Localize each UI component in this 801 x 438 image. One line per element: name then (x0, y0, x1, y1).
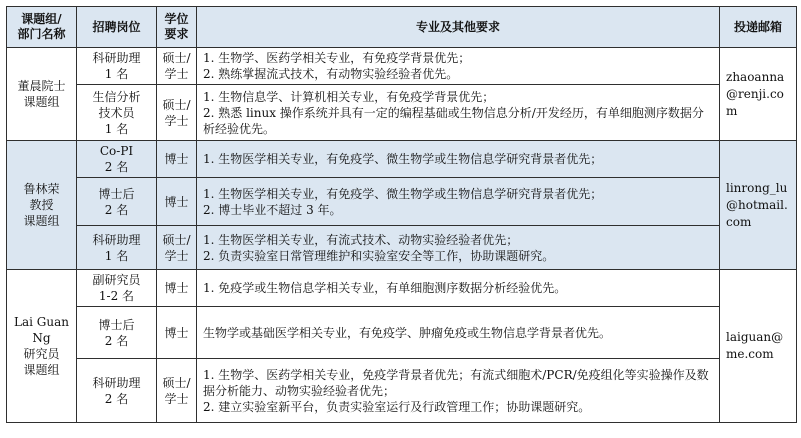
group-name-line: 教授 (29, 198, 54, 212)
degree-line: 学士 (164, 113, 189, 128)
header-degree-line: 学位 (164, 12, 189, 26)
degree-line: 博士 (164, 152, 189, 166)
requirement-item: 2. 负责实验室日常管理维护和实验室安全等工作，协助课题研究。 (203, 248, 555, 263)
position-line: 副研究员 (92, 273, 141, 287)
header-degree (157, 7, 197, 48)
header-position: 招聘岗位 (77, 7, 157, 48)
position-cell (77, 270, 157, 307)
group-name-cell (7, 48, 77, 141)
position-cell (77, 359, 157, 423)
degree-cell (157, 226, 197, 270)
requirement-item: 1. 生物医学相关专业，有免疫学、微生物学或生物信息学研究背景者优先； (203, 152, 603, 166)
degree-line: 硕士/ (162, 51, 191, 65)
position-cell (77, 226, 157, 270)
requirement-item: 2. 熟悉 linux 操作系统并具有一定的编程基础或生物信息分析/开发经历，有单细胞测序数据分析经验优先。 (203, 105, 704, 136)
table-header-row (7, 7, 797, 48)
position-cell (77, 178, 157, 226)
header-email: 投递邮箱 (720, 7, 797, 48)
degree-line: 学士 (164, 248, 189, 263)
requirements-cell (197, 226, 720, 270)
degree-line: 硕士/ (162, 232, 191, 247)
email-cell: zhaoanna@renji.com (720, 48, 797, 141)
degree-line: 学士 (164, 67, 189, 81)
requirement-item: 2. 建立实验室新平台，负责实验室运行及行政管理工作；协助课题研究。 (203, 399, 591, 414)
position-cell (77, 85, 157, 141)
position-line: 1 名 (104, 67, 129, 81)
table-row (7, 307, 797, 359)
position-line: 2 名 (104, 333, 129, 348)
degree-line: 博士 (164, 194, 189, 209)
table-row (7, 48, 797, 85)
requirements-cell (197, 178, 720, 226)
requirements-cell (197, 359, 720, 423)
table-row (7, 178, 797, 226)
position-line: 技术员 (98, 105, 135, 120)
position-line: 2 名 (104, 391, 129, 406)
degree-cell (157, 48, 197, 85)
email-cell: laiguan@me.com (720, 270, 797, 423)
group-name-line: 鲁林荣 (23, 182, 60, 196)
requirement-item: 1. 生物信息学、计算机相关专业，有免疫学背景优先； (203, 89, 495, 104)
position-line: Co-PI (99, 144, 134, 158)
header-requirements: 专业及其他要求 (197, 7, 720, 48)
position-cell (77, 307, 157, 359)
degree-cell (157, 307, 197, 359)
position-line: 2 名 (104, 160, 129, 174)
group-name-line: Ng (32, 331, 51, 345)
group-name-line: Lai Guan (14, 315, 69, 329)
degree-line: 学士 (164, 391, 189, 406)
position-cell (77, 48, 157, 85)
requirement-item: 1. 生物学、医药学相关专业，免疫学背景者优先；有流式细胞术/PCR/免疫组化等实验操作及数据分析能力、动物实验经验者优先； (203, 367, 709, 398)
requirements-cell (197, 141, 720, 178)
group-name-cell (7, 270, 77, 423)
degree-line: 硕士/ (162, 97, 191, 112)
position-line: 科研助理 (92, 232, 141, 247)
table-row (7, 270, 797, 307)
degree-cell (157, 141, 197, 178)
degree-cell (157, 270, 197, 307)
requirements-cell (197, 48, 720, 85)
recruitment-table (6, 6, 797, 423)
position-line: 1-2 名 (98, 289, 135, 303)
group-name-line: 课题组 (23, 95, 60, 109)
degree-line: 硕士/ (162, 375, 191, 390)
requirements-cell (197, 270, 720, 307)
requirement-item: 1. 生物学、医药学相关专业，有免疫学背景优先； (203, 51, 471, 65)
requirement-item: 1. 生物医学相关专业，有免疫学、微生物学或生物信息学研究背景者优先； (203, 186, 603, 201)
requirement-item: 2. 熟练掌握流式技术，有动物实验经验者优先。 (203, 67, 459, 81)
requirement-item: 生物学或基础医学相关专业，有免疫学、肿瘤免疫或生物信息学背景者优先。 (203, 325, 612, 340)
requirement-item: 1. 免疫学或生物信息学相关专业，有单细胞测序数据分析经验优先。 (203, 281, 567, 295)
table-row (7, 226, 797, 270)
group-name-line: 研究员 (23, 347, 60, 361)
requirements-cell (197, 307, 720, 359)
group-name-line: 课题组 (23, 214, 60, 228)
group-name-line: 董晨院士 (17, 79, 66, 93)
requirement-item: 2. 博士毕业不超过 3 年。 (203, 202, 342, 217)
position-cell (77, 141, 157, 178)
position-line: 科研助理 (92, 51, 141, 65)
table-row (7, 359, 797, 423)
requirements-cell (197, 85, 720, 141)
position-line: 博士后 (98, 186, 135, 201)
requirement-item: 1. 生物医学相关专业，有流式技术、动物实验经验者优先； (203, 232, 519, 247)
degree-line: 博士 (164, 281, 189, 295)
group-name-cell (7, 141, 77, 270)
position-line: 生信分析 (92, 89, 141, 104)
degree-line: 博士 (164, 325, 189, 340)
degree-cell (157, 178, 197, 226)
header-group-line: 部门名称 (17, 27, 66, 41)
degree-cell (157, 359, 197, 423)
header-degree-line: 要求 (164, 27, 189, 41)
degree-cell (157, 85, 197, 141)
position-line: 博士后 (98, 317, 135, 332)
position-line: 1 名 (104, 248, 129, 263)
position-line: 2 名 (104, 202, 129, 217)
position-line: 1 名 (104, 121, 129, 136)
email-cell: linrong_lu@hotmail.com (720, 141, 797, 270)
table-row (7, 141, 797, 178)
header-group-line: 课题组/ (21, 12, 62, 26)
header-group (7, 7, 77, 48)
table-row (7, 85, 797, 141)
position-line: 科研助理 (92, 375, 141, 390)
group-name-line: 课题组 (23, 363, 60, 377)
